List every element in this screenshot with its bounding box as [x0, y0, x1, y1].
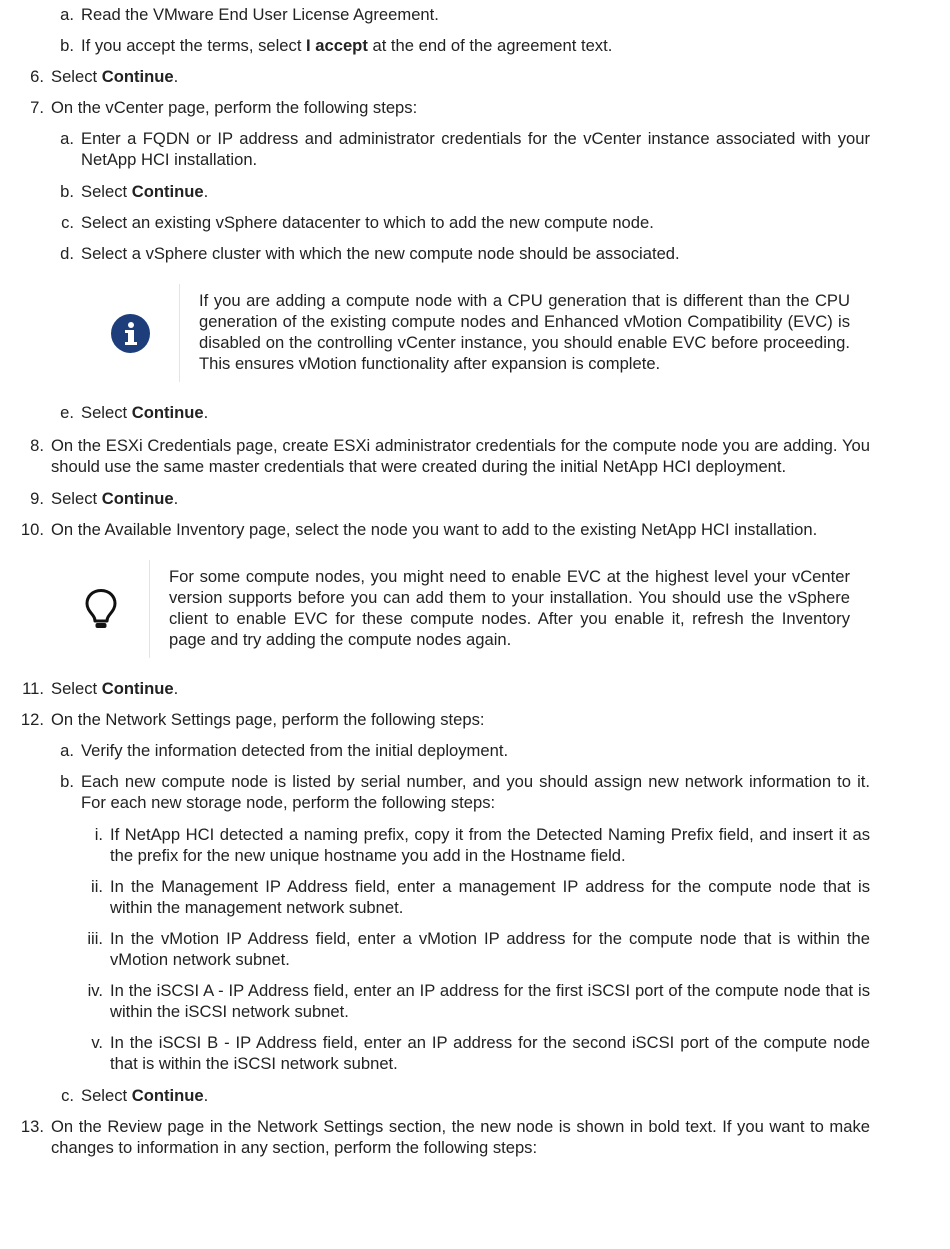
list-marker: 6.	[30, 67, 44, 86]
list-item-text	[81, 181, 870, 202]
text-run: Select	[81, 403, 132, 422]
text-run: Select	[51, 489, 102, 508]
text-run: On the ESXi Credentials page, create ESXi administrator credentials for the compute node you are adding. You should use the same master credentials that were created during the initial NetApp HCI deployment.	[51, 436, 870, 476]
note-divider	[149, 560, 150, 658]
list-marker: b.	[60, 36, 74, 55]
text-run: Read the VMware End User License Agreement.	[81, 5, 439, 24]
text-run: Select an existing vSphere datacenter to which to add the new compute node.	[81, 213, 654, 232]
list-item-text	[110, 928, 870, 970]
list-marker: 13.	[20, 1117, 44, 1136]
list-item-text	[81, 128, 870, 170]
list-item-text	[110, 980, 870, 1022]
text-run: Select	[81, 1086, 132, 1105]
list-item-text	[51, 519, 870, 540]
info-icon	[111, 314, 150, 353]
list-marker: 7.	[30, 98, 44, 117]
text-run: On the vCenter page, perform the following steps:	[51, 98, 418, 117]
list-item-text	[81, 4, 870, 25]
text-run: Select a vSphere cluster with which the new compute node should be associated.	[81, 244, 680, 263]
list-item-text	[81, 243, 870, 264]
ui-term-bold: Continue	[101, 67, 174, 86]
ui-term-bold: Continue	[101, 679, 174, 698]
note-text: For some compute nodes, you might need to enable EVC at the highest level your vCenter version supports before you can add them to your installation. You should use the vSphere client to enable EVC for these compute nodes. After you enable it, refresh the Inventory page and try adding the compute nodes again.	[169, 567, 850, 649]
ui-term-bold: Continue	[101, 489, 174, 508]
list-marker: b.	[60, 772, 74, 791]
list-marker: 12.	[20, 710, 44, 729]
text-run: In the Management IP Address field, enter a management IP address for the compute node that is within the management network subnet.	[110, 877, 870, 917]
text-run: On the Review page in the Network Settings section, the new node is shown in bold text. If you want to make changes to information in any section, perform the following steps:	[51, 1117, 870, 1157]
text-run: .	[203, 182, 209, 201]
list-item-text	[81, 740, 870, 761]
list-marker: i.	[94, 825, 103, 844]
ui-term-bold: Continue	[131, 1086, 204, 1105]
list-marker: iv.	[87, 981, 103, 1000]
list-item-text	[51, 66, 870, 87]
list-item-text	[81, 402, 870, 423]
text-run: Select	[81, 182, 132, 201]
list-marker: v.	[91, 1033, 103, 1052]
text-run: .	[173, 67, 179, 86]
text-run: On the Available Inventory page, select the node you want to add to the existing NetApp HCI installation.	[51, 520, 818, 539]
list-marker: c.	[61, 1086, 74, 1105]
list-item-text	[81, 771, 870, 813]
lightbulb-icon	[84, 588, 118, 630]
list-marker: e.	[60, 403, 74, 422]
text-run: .	[203, 403, 209, 422]
text-run: In the iSCSI A - IP Address field, enter an IP address for the first iSCSI port of the compute node that is within the iSCSI network subnet.	[110, 981, 870, 1021]
text-run: Verify the information detected from the initial deployment.	[81, 741, 509, 760]
list-item-text	[51, 709, 870, 730]
note-divider	[179, 284, 180, 382]
list-marker: a.	[60, 5, 74, 24]
text-run: .	[203, 1086, 209, 1105]
text-run: Enter a FQDN or IP address and administrator credentials for the vCenter instance associated with your NetApp HCI installation.	[81, 129, 870, 169]
list-item-text	[110, 876, 870, 918]
list-marker: d.	[60, 244, 74, 263]
list-marker: 8.	[30, 436, 44, 455]
list-item-text	[81, 35, 870, 56]
list-marker: a.	[60, 741, 74, 760]
list-item-text	[51, 488, 870, 509]
list-marker: iii.	[87, 929, 103, 948]
ui-term-bold: Continue	[131, 403, 204, 422]
text-run: If NetApp HCI detected a naming prefix, copy it from the Detected Naming Prefix field, and insert it as the prefix for the new unique hostname you add in the Hostname field.	[110, 825, 870, 865]
list-marker: a.	[60, 129, 74, 148]
list-item-text	[51, 1116, 870, 1158]
text-run: On the Network Settings page, perform the following steps:	[51, 710, 485, 729]
ui-term-bold: Continue	[131, 182, 204, 201]
list-marker: b.	[60, 182, 74, 201]
text-run: .	[173, 489, 179, 508]
ui-term-bold: I accept	[306, 36, 368, 55]
text-run: at the end of the agreement text.	[367, 36, 613, 55]
text-run: .	[173, 679, 179, 698]
list-item-text	[51, 435, 870, 477]
text-run: Each new compute node is listed by serial number, and you should assign new network information to it. For each new storage node, perform the following steps:	[81, 772, 870, 812]
text-run: Select	[51, 679, 102, 698]
text-run: In the vMotion IP Address field, enter a vMotion IP address for the compute node that is within the vMotion network subnet.	[110, 929, 870, 969]
text-run: If you accept the terms, select	[81, 36, 307, 55]
list-item-text	[110, 1032, 870, 1074]
list-marker: c.	[61, 213, 74, 232]
list-marker: 9.	[30, 489, 44, 508]
list-item-text	[81, 1085, 870, 1106]
list-item-text	[81, 212, 870, 233]
list-item-text	[110, 824, 870, 866]
list-marker: 10.	[20, 520, 44, 539]
list-marker: ii.	[91, 877, 103, 896]
list-item-text	[51, 97, 870, 118]
note-text: If you are adding a compute node with a CPU generation that is different than the CPU generation of the existing compute nodes and Enhanced vMotion Compatibility (EVC) is disabled on the controlling vCenter instance, you should enable EVC before proceeding. This ensures vMotion functionality after expansion is complete.	[199, 291, 850, 373]
list-item-text	[51, 678, 870, 699]
text-run: In the iSCSI B - IP Address field, enter an IP address for the second iSCSI port of the compute node that is within the iSCSI network subnet.	[110, 1033, 870, 1073]
list-marker: 11.	[22, 679, 44, 698]
text-run: Select	[51, 67, 102, 86]
